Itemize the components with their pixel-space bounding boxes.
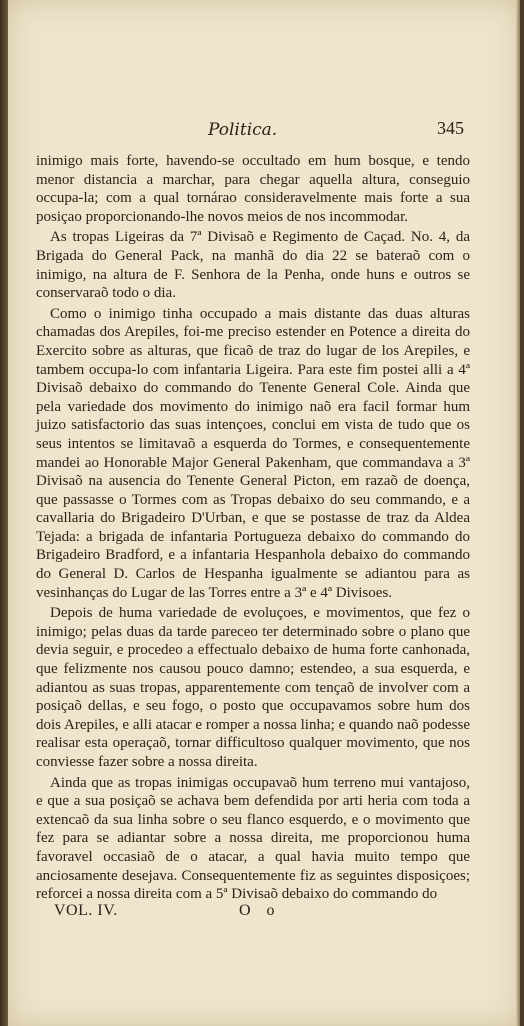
paragraph: As tropas Ligeiras da 7ª Divisaõ e Regimento de Caçad. No. 4, da Brigada do General Pack, na manhã do dia 22 se bateraõ com o inimigo, na altura de F. Senhora de la Penha, onde huns e outros se conservaraõ todo o dia.	[36, 229, 470, 302]
page-edge	[516, 0, 520, 1026]
body-text	[36, 152, 470, 906]
book-spine-shadow	[0, 0, 8, 1026]
paragraph: Ainda que as tropas inimigas occupavaõ hum terreno mui vantajoso, e que a sua posiçaõ se achava bem defendida por arti heria com toda a extencaõ da sua linha sobre o seu flanco esquerdo, e o movimento que fez para se adiantar sobre a nossa direita, me proporcionou huma favoravel occasiaõ de o atacar, a qual havia muito tempo que anciosamente desejava. Consequentemente fiz as seguintes disposiçoes; reforcei a nossa direita com a 5ª Divisaõ debaixo do commando do	[36, 774, 470, 903]
book-page	[8, 0, 520, 1026]
running-title: Politica.	[208, 120, 278, 140]
page-number: 345	[437, 118, 464, 138]
volume-label: VOL. IV.	[54, 902, 118, 919]
page-header	[38, 116, 470, 144]
page-footer	[54, 902, 454, 926]
paragraph-continuation: inimigo mais forte, havendo-se occultado em hum bosque, e tendo menor distancia a marchar, para chegar aquella altura, conseguio occupa-la; com a qual tornárao consideravelmente mais forte a sua posiçao proporcionando-lhe novos meios de nos incommodar.	[36, 153, 470, 225]
paragraph: Depois de huma variedade de evoluçoes, e movimentos, que fez o inimigo; pelas duas da tarde pareceo ter determinado sobre o plano que devia seguir, e procedeo a effectualo debaixo de huma forte canhonada, que felizmente nos causou pouco damno; estendeo, a sua esquerda, e adiantou as suas tropas, apparentemente com tençaõ de involver com a posiçaõ dellas, e seu fogo, o posto que occupavamos sobre hum dos dois Arepiles, e alli atacar e romper a nossa linha; e quando naõ podesse realisar esta operaçaõ, tornar difficultoso qualquer movimento, que nos conviesse fazer sobre a nossa direita.	[36, 605, 470, 770]
signature-mark: O o	[239, 902, 281, 919]
paragraph: Como o inimigo tinha occupado a mais distante das duas alturas chamadas dos Arepiles, foi-me preciso estender en Potence a direita do Exercito sobre as alturas, que ficaõ de traz do lugar de los Arepiles, e tambem occupa-lo com infantaria Ligeira. Para este fim postei alli a 4ª Divisaõ debaixo do commando do Tenente General Cole. Ainda que pela variedade dos movimento do inimigo naõ era facil formar hum juizo satisfactorio das suas intençoes, conclui em vista de tudo que os seus intentos se limitavaõ a esquerda do Tormes, e consequentemente mandei ao Honorable Major General Pakenham, que commandava a 3ª Divisaõ na ausencia do Tenente General Picton, em razaõ de doença, que passasse o Tormes com as Tropas debaixo do seu commando, e a cavallaria do Brigadeiro D'Urban, e que se postasse de traz da Aldea Tejada: a brigada de infantaria Portugueza debaixo do commando do Brigadeiro Bradford, e a infantaria Hespanhola debaixo do commando do General D. Carlos de Hespanha igualmente se adiantou para as vesinhanças do Lugar de las Torres entre a 3ª e 4ª Divisoes.	[36, 305, 470, 601]
